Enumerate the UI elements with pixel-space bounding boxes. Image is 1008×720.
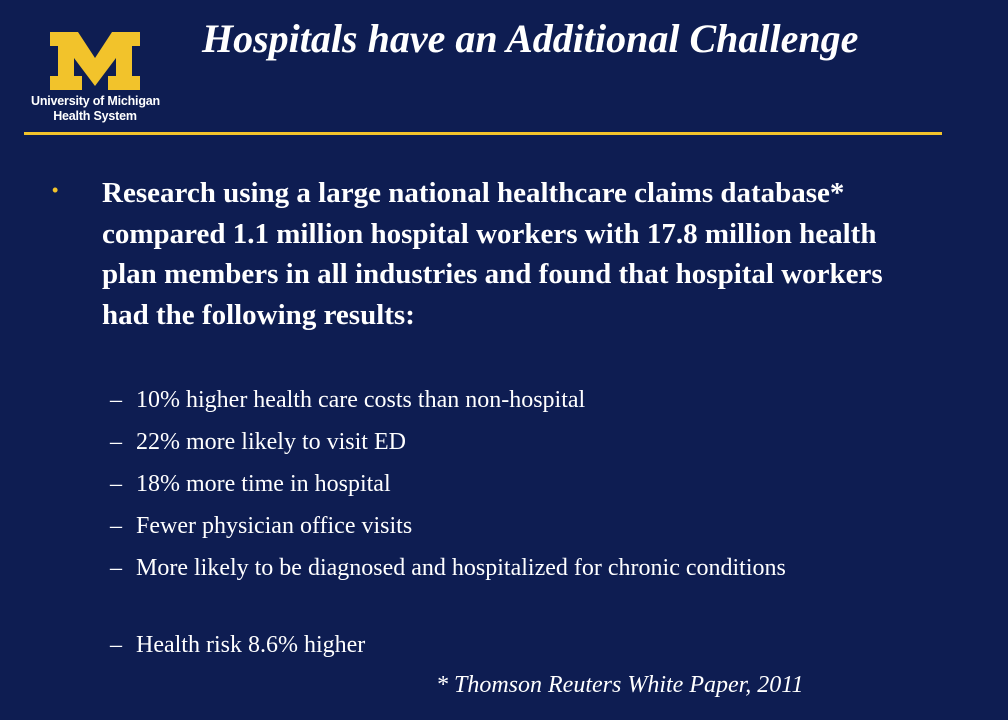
sub-bullet-text: Health risk 8.6% higher bbox=[136, 632, 366, 658]
sub-bullet-item bbox=[110, 628, 870, 662]
sub-bullet-dash: – bbox=[110, 387, 122, 413]
sub-bullet-dash: – bbox=[110, 513, 122, 539]
sub-bullet-text: 22% more likely to visit ED bbox=[136, 429, 406, 455]
sub-bullet-text: 18% more time in hospital bbox=[136, 471, 391, 497]
slide-title: Hospitals have an Additional Challenge bbox=[202, 16, 859, 61]
sub-bullet-dash: – bbox=[110, 471, 122, 497]
main-bullet-text: Research using a large national healthcare claims database* compared 1.1 million hospital workers with 17.8 million health plan members in all industries and found that hospital workers had the following results: bbox=[102, 177, 883, 331]
title-divider bbox=[24, 132, 942, 135]
university-logo bbox=[31, 22, 159, 124]
logo-line-health-system: Health System bbox=[53, 109, 137, 123]
sub-bullet-item bbox=[110, 509, 870, 543]
sub-bullet-item bbox=[110, 425, 870, 459]
footnote-citation: * Thomson Reuters White Paper, 2011 bbox=[436, 672, 804, 698]
sub-bullet-item bbox=[110, 383, 870, 417]
logo-line-university: University of Michigan bbox=[31, 94, 160, 108]
sub-bullet-item bbox=[110, 467, 870, 501]
sub-bullet-text: 10% higher health care costs than non-hospital bbox=[136, 387, 586, 413]
sub-bullet-dash: – bbox=[110, 555, 122, 581]
bullet-marker: • bbox=[52, 180, 59, 200]
sub-bullet-item bbox=[110, 551, 830, 585]
block-m-logo-icon bbox=[48, 30, 142, 92]
sub-bullet-dash: – bbox=[110, 632, 122, 658]
sub-bullet-dash: – bbox=[110, 429, 122, 455]
sub-bullet-text: More likely to be diagnosed and hospitalized for chronic conditions bbox=[136, 555, 786, 581]
sub-bullet-text: Fewer physician office visits bbox=[136, 513, 413, 539]
